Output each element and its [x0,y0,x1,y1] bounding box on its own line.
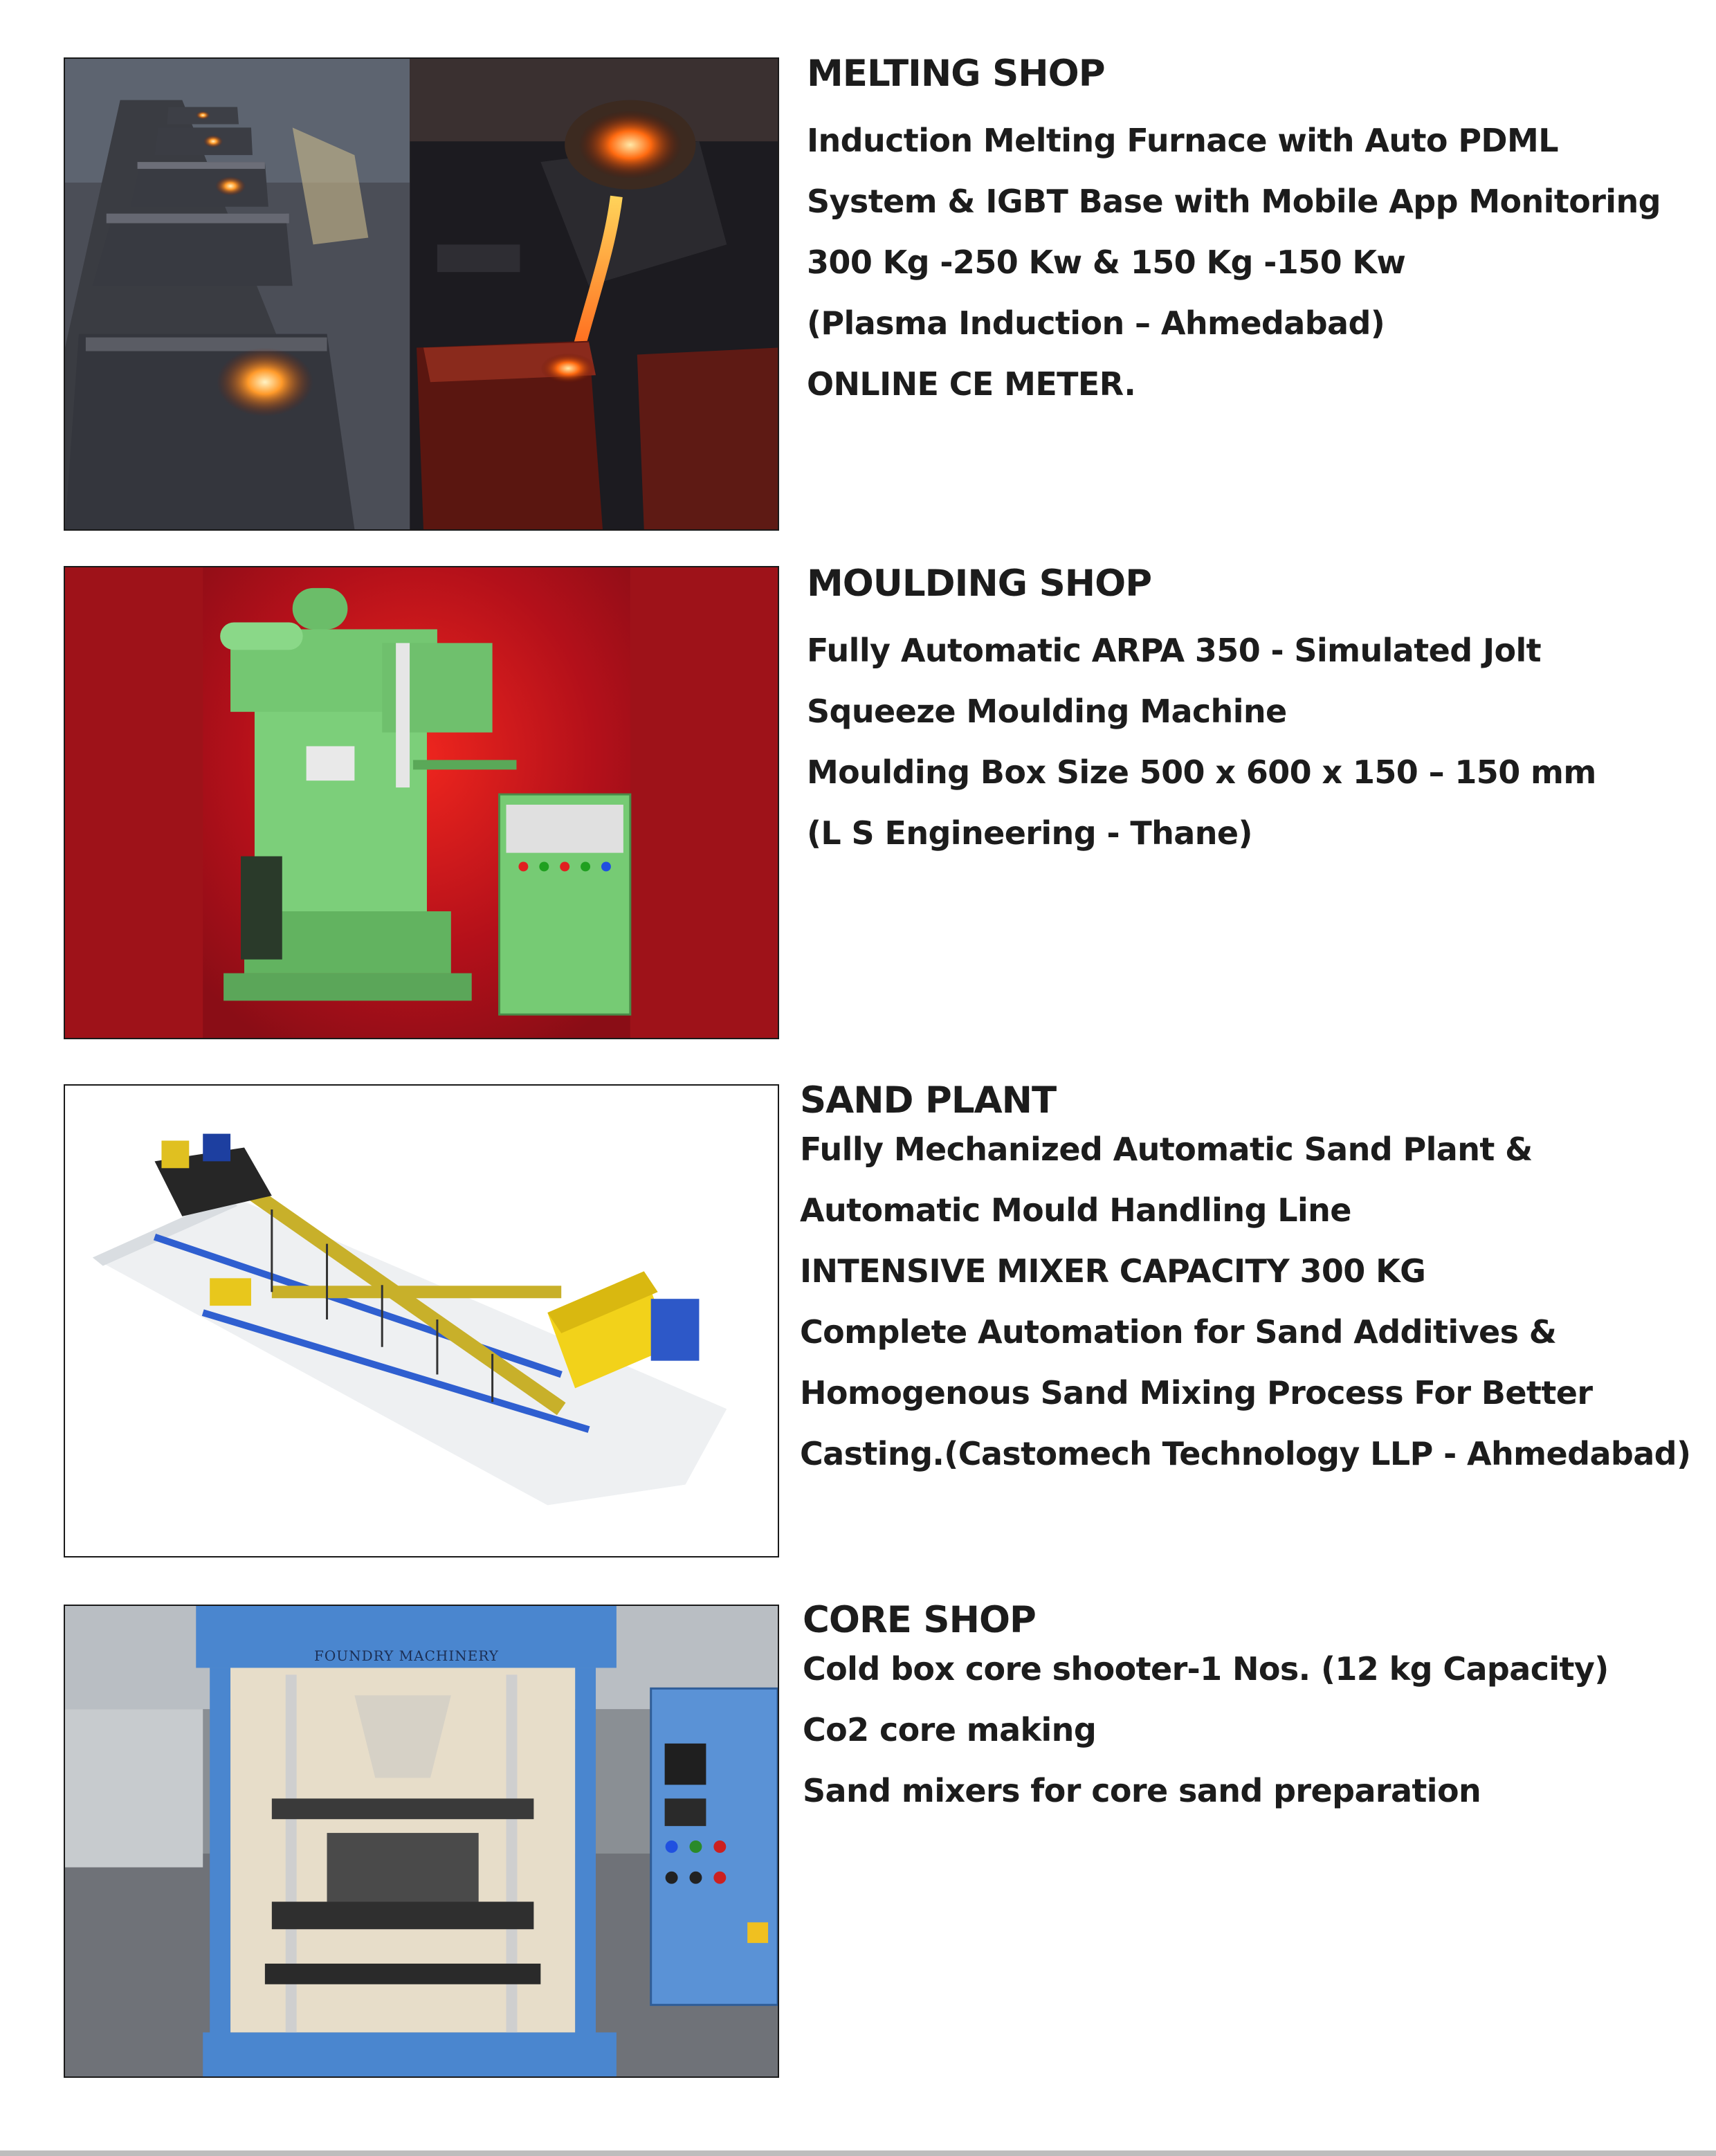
description-line: Squeeze Moulding Machine [807,693,1287,730]
section-title: SAND PLANT [800,1079,1057,1122]
section-title: MELTING SHOP [807,53,1105,95]
section-description [800,1119,1690,1484]
section-title: MOULDING SHOP [807,563,1152,605]
melting-shop-photo [64,57,779,531]
description-line: Co2 core making [803,1711,1097,1748]
description-line: Automatic Mould Handling Line [800,1191,1351,1229]
description-line: Casting.(Castomech Technology LLP - Ahmedabad) [800,1435,1691,1472]
page-bottom-border [0,2150,1716,2156]
sand-plant-text [800,1079,1691,1484]
description-line: Moulding Box Size 500 x 600 x 150 – 150 mm [807,753,1596,791]
sand-plant-photo [64,1084,779,1557]
description-line: Complete Automation for Sand Additives & [800,1313,1557,1351]
description-line: Sand mixers for core sand preparation [803,1772,1481,1809]
description-line: INTENSIVE MIXER CAPACITY 300 KG [800,1252,1426,1290]
description-line: Cold box core shooter-1 Nos. (12 kg Capacity) [803,1650,1609,1688]
core-shop-text [803,1599,1609,1821]
melting-shop-text [807,55,1661,414]
section-description [803,1638,1609,1821]
description-line: Fully Automatic ARPA 350 - Simulated Jolt [807,632,1542,669]
description-line: ONLINE CE METER. [807,365,1136,403]
machine-label: FOUNDRY MACHINERY [314,1647,499,1664]
description-line: (L S Engineering - Thane) [807,814,1252,852]
core-shop-photo [64,1605,779,2078]
description-line: Homogenous Sand Mixing Process For Better [800,1374,1593,1412]
section-description [807,620,1596,864]
description-line: System & IGBT Base with Mobile App Monitoring [807,183,1661,220]
description-line: (Plasma Induction – Ahmedabad) [807,304,1385,342]
description-line: 300 Kg -250 Kw & 150 Kg -150 Kw [807,244,1406,281]
moulding-shop-photo [64,566,779,1039]
section-title: CORE SHOP [803,1599,1036,1641]
section-description [807,110,1661,414]
description-line: Fully Mechanized Automatic Sand Plant & [800,1131,1533,1168]
moulding-shop-text [807,565,1596,864]
description-line: Induction Melting Furnace with Auto PDML [807,122,1558,159]
